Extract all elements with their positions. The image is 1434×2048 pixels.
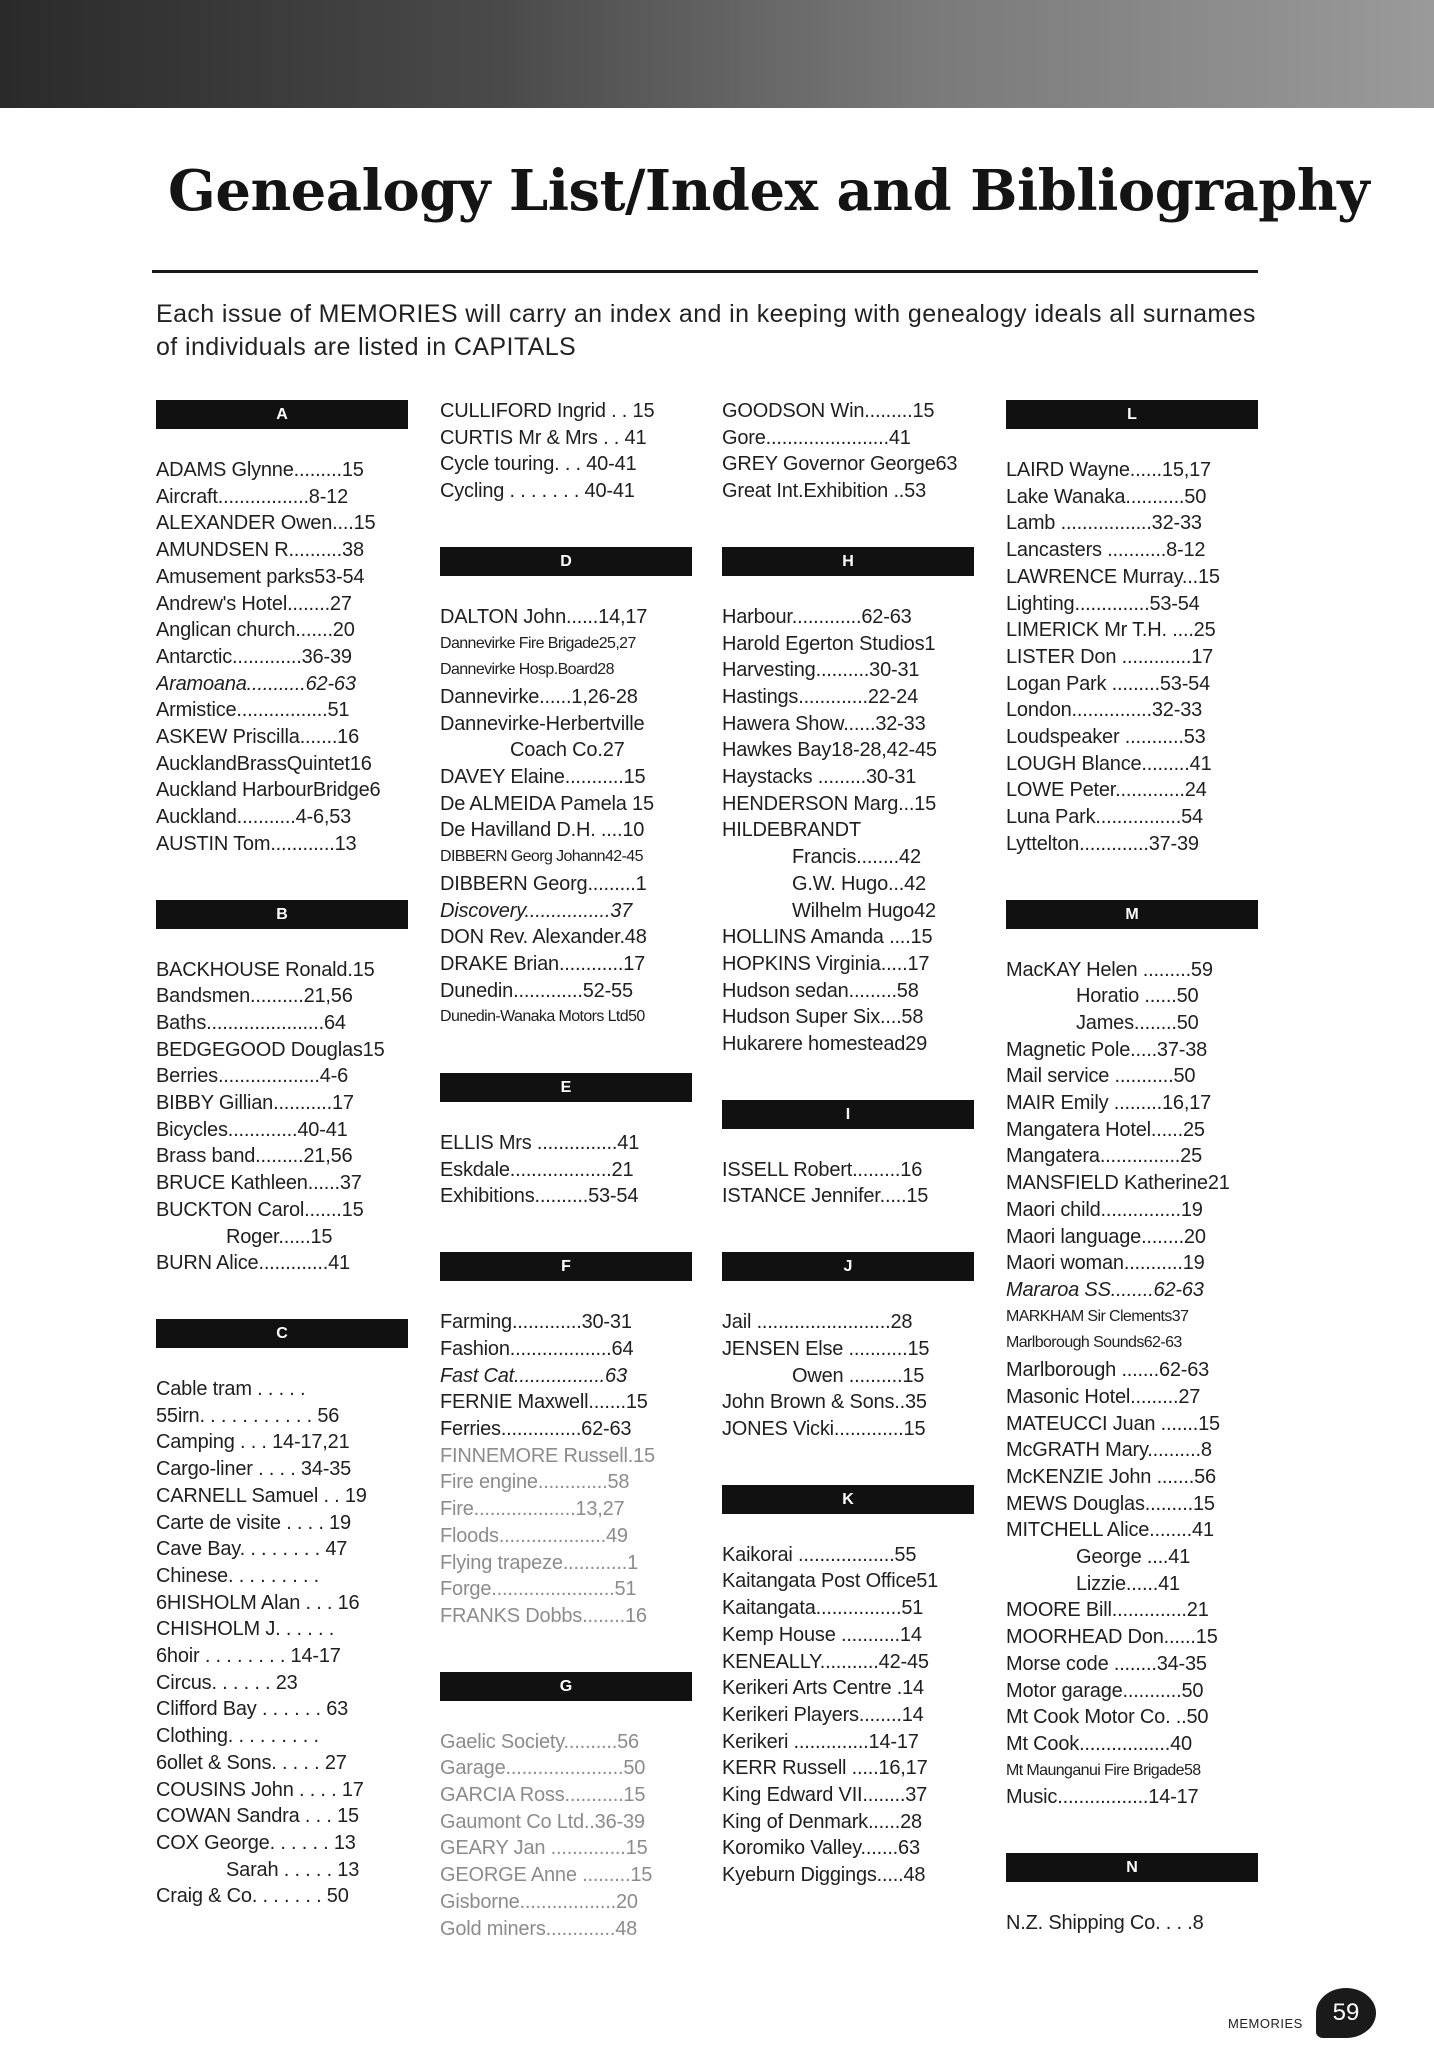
section-header-j: J <box>722 1252 974 1281</box>
index-entry: Mt Cook.................40 <box>1006 1732 1192 1755</box>
index-entry: Gaelic Society..........56 <box>440 1730 639 1753</box>
index-entry: CULLIFORD Ingrid . . 15 <box>440 400 655 422</box>
footer-magazine-label: MEMORIES <box>1228 2016 1303 2031</box>
header-gap <box>722 1129 974 1157</box>
index-entry: Cable tram . . . . . <box>156 1377 306 1400</box>
index-entry: Bandsmen..........21,56 <box>156 985 353 1008</box>
index-entry: Koromiko Valley.......63 <box>722 1837 920 1860</box>
index-entry: AucklandBrassQuintet16 <box>156 752 372 775</box>
section-gap <box>1006 1811 1258 1851</box>
index-entry: Harold Egerton Studios1 <box>722 632 936 655</box>
index-column-3 <box>722 398 974 1889</box>
index-entry: Harvesting..........30-31 <box>722 659 920 682</box>
index-entry: Gore.......................41 <box>722 426 911 449</box>
index-entry: Wilhelm Hugo42 <box>792 899 936 922</box>
index-entry: HILDEBRANDT <box>722 819 861 842</box>
index-entry: Hudson sedan.........58 <box>722 979 919 1002</box>
index-entry: Morse code ........34-35 <box>1006 1652 1207 1675</box>
index-entry: Logan Park .........53-54 <box>1006 672 1211 695</box>
index-entry: BURN Alice.............41 <box>156 1252 350 1275</box>
section-header-b: B <box>156 900 408 929</box>
section-header-d: D <box>440 547 692 576</box>
index-entry: Fast Cat.................63 <box>440 1364 627 1387</box>
page-title: Genealogy List/Index and Bibliography <box>168 158 1370 224</box>
index-entry: GOODSON Win.........15 <box>722 400 935 422</box>
index-entry: Hawkes Bay18-28,42-45 <box>722 739 937 762</box>
index-entry: Mangatera...............25 <box>1006 1145 1203 1168</box>
index-entry: MEWS Douglas.........15 <box>1006 1492 1215 1515</box>
section-gap <box>156 858 408 898</box>
section-gap <box>722 1058 974 1098</box>
header-gap <box>156 1348 408 1376</box>
index-entry: DIBBERN Georg Johann42-45 <box>440 848 643 866</box>
header-gap <box>722 1281 974 1309</box>
index-entry: JENSEN Else ...........15 <box>722 1337 930 1360</box>
index-entry: Baths......................64 <box>156 1011 346 1034</box>
header-gap <box>440 1281 692 1309</box>
index-entry: Cave Bay. . . . . . . . 47 <box>156 1538 348 1561</box>
index-entry: Armistice.................51 <box>156 699 350 722</box>
header-gap <box>440 1701 692 1729</box>
index-entry: CARNELL Samuel . . 19 <box>156 1484 367 1507</box>
index-entry: Maori woman...........19 <box>1006 1252 1205 1275</box>
index-entry: Cargo-liner . . . . 34-35 <box>156 1458 352 1481</box>
index-entry: Farming.............30-31 <box>440 1311 632 1334</box>
index-entry: KENEALLY...........42-45 <box>722 1650 929 1673</box>
index-entry: Gisborne..................20 <box>440 1890 638 1913</box>
index-entry: Francis........42 <box>792 846 921 869</box>
index-entry: Camping . . . 14-17,21 <box>156 1431 350 1454</box>
index-entry: Auckland HarbourBridge6 <box>156 779 381 802</box>
section-header-h: H <box>722 547 974 576</box>
index-entry: CHISHOLM J. . . . . . <box>156 1618 335 1641</box>
index-entry: Lancasters ...........8-12 <box>1006 539 1206 562</box>
index-entry: 55irn. . . . . . . . . . . 56 <box>156 1404 340 1427</box>
index-entry: MARKHAM Sir Clements37 <box>1006 1307 1189 1325</box>
index-entry: Mangatera Hotel......25 <box>1006 1118 1205 1141</box>
index-entry: Lyttelton.............37-39 <box>1006 832 1199 855</box>
index-entry: GEARY Jan ..............15 <box>440 1837 648 1860</box>
section-gap <box>440 505 692 545</box>
index-entry: Gold miners.............48 <box>440 1917 638 1940</box>
index-entry: AMUNDSEN R..........38 <box>156 539 364 562</box>
index-entry: COWAN Sandra . . . 15 <box>156 1805 359 1828</box>
index-column-1 <box>156 398 408 1910</box>
index-entry: King of Denmark......28 <box>722 1810 922 1833</box>
header-gap <box>156 929 408 957</box>
index-entry: De ALMEIDA Pamela 15 <box>440 792 654 815</box>
index-entry: Discovery................37 <box>440 899 633 922</box>
section-header-k: K <box>722 1485 974 1514</box>
index-entry: Exhibitions..........53-54 <box>440 1185 639 1208</box>
index-entry: Kerikeri ..............14-17 <box>722 1730 919 1753</box>
index-entry: Berries...................4-6 <box>156 1065 349 1088</box>
index-entry: LOWE Peter.............24 <box>1006 779 1207 802</box>
index-entry: Circus. . . . . . 23 <box>156 1671 298 1694</box>
index-entry: Kerikeri Arts Centre .14 <box>722 1677 924 1700</box>
index-entry: LAIRD Wayne......15,17 <box>1006 459 1211 481</box>
index-entry: Fashion...................64 <box>440 1337 634 1360</box>
section-header-m: M <box>1006 900 1258 929</box>
index-entry: N.Z. Shipping Co. . . .8 <box>1006 1912 1204 1935</box>
index-entry: Forge.......................51 <box>440 1578 637 1601</box>
index-entry: Garage......................50 <box>440 1757 646 1780</box>
index-entry: COUSINS John . . . . 17 <box>156 1778 364 1801</box>
header-gap <box>440 1102 692 1130</box>
index-entry: BUCKTON Carol.......15 <box>156 1198 364 1221</box>
index-entry: Owen ..........15 <box>792 1364 925 1387</box>
index-entry: Dunedin.............52-55 <box>440 979 633 1002</box>
index-entry: King Edward VII........37 <box>722 1784 928 1807</box>
index-entry: Marlborough .......62-63 <box>1006 1359 1210 1382</box>
header-gap <box>1006 1882 1258 1910</box>
section-header-g: G <box>440 1672 692 1701</box>
index-entry: Marlborough Sounds62-63 <box>1006 1334 1182 1352</box>
header-gap <box>440 576 692 604</box>
section-gap <box>156 1277 408 1317</box>
index-entry: HOPKINS Virginia.....17 <box>722 952 930 975</box>
index-entry: Maori child...............19 <box>1006 1198 1203 1221</box>
index-entry: Cycling . . . . . . . 40-41 <box>440 480 635 503</box>
index-entry: Mt Cook Motor Co. ..50 <box>1006 1706 1209 1729</box>
section-gap <box>440 1630 692 1670</box>
index-entry: Auckland...........4-6,53 <box>156 806 352 829</box>
index-entry: Magnetic Pole.....37-38 <box>1006 1038 1208 1061</box>
index-entry: Brass band.........21,56 <box>156 1145 353 1168</box>
index-entry: MITCHELL Alice........41 <box>1006 1519 1214 1542</box>
header-gap <box>1006 929 1258 957</box>
index-entry: Sarah . . . . . 13 <box>226 1858 360 1881</box>
index-entry: Carte de visite . . . . 19 <box>156 1511 351 1534</box>
index-entry: DRAKE Brian............17 <box>440 952 646 975</box>
index-entry: Floods....................49 <box>440 1524 628 1547</box>
index-entry: FRANKS Dobbs........16 <box>440 1604 647 1627</box>
section-header-a: A <box>156 400 408 429</box>
index-entry: Clifford Bay . . . . . . 63 <box>156 1698 349 1721</box>
index-entry: Kerikeri Players........14 <box>722 1703 924 1726</box>
index-entry: Lamb .................32-33 <box>1006 512 1202 535</box>
index-entry: Chinese. . . . . . . . . <box>156 1564 320 1587</box>
index-entry: Mararoa SS........62-63 <box>1006 1278 1204 1301</box>
index-entry: Haystacks .........30-31 <box>722 766 917 789</box>
index-entry: James........50 <box>1076 1011 1199 1034</box>
index-entry: Bicycles.............40-41 <box>156 1118 348 1141</box>
index-entry: DON Rev. Alexander.48 <box>440 926 647 949</box>
index-entry: 6hoir . . . . . . . . 14-17 <box>156 1645 341 1668</box>
index-column-4 <box>1006 398 1258 1937</box>
section-header-e: E <box>440 1073 692 1102</box>
index-entry: BRUCE Kathleen......37 <box>156 1172 362 1195</box>
index-entry: BIBBY Gillian...........17 <box>156 1092 354 1115</box>
header-gap <box>1006 429 1258 457</box>
index-entry: Coach Co.27 <box>510 739 625 762</box>
index-entry: MAIR Emily .........16,17 <box>1006 1092 1212 1115</box>
index-entry: HENDERSON Marg...15 <box>722 792 937 815</box>
index-entry: Amusement parks53-54 <box>156 565 365 588</box>
index-entry: ISSELL Robert.........16 <box>722 1158 923 1181</box>
index-entry: Cycle touring. . . 40-41 <box>440 453 637 476</box>
index-entry: Dannevirke Hosp.Board28 <box>440 661 614 679</box>
index-entry: Kaikorai ..................55 <box>722 1543 917 1566</box>
index-entry: FERNIE Maxwell.......15 <box>440 1391 648 1414</box>
index-entry: Fire...................13,27 <box>440 1498 625 1521</box>
index-entry: HOLLINS Amanda ....15 <box>722 926 933 949</box>
index-entry: CURTIS Mr & Mrs . . 41 <box>440 426 647 449</box>
header-gap <box>156 429 408 457</box>
index-entry: Roger......15 <box>226 1225 333 1248</box>
section-gap <box>722 1443 974 1483</box>
index-entry: Dannevirke......1,26-28 <box>440 685 638 708</box>
index-entry: Kyeburn Diggings.....48 <box>722 1864 926 1887</box>
index-entry: LIMERICK Mr T.H. ....25 <box>1006 619 1216 642</box>
index-entry: Flying trapeze............1 <box>440 1551 639 1574</box>
section-header-f: F <box>440 1252 692 1281</box>
index-entry: Music.................14-17 <box>1006 1786 1199 1809</box>
index-entry: MOORHEAD Don......15 <box>1006 1626 1218 1649</box>
index-entry: McKENZIE John .......56 <box>1006 1465 1216 1488</box>
index-entry: Aramoana...........62-63 <box>156 672 356 695</box>
index-entry: Horatio ......50 <box>1076 985 1199 1008</box>
index-entry: Anglican church.......20 <box>156 619 355 642</box>
index-entry: FINNEMORE Russell.15 <box>440 1444 655 1467</box>
index-entry: MOORE Bill..............21 <box>1006 1599 1209 1622</box>
index-entry: LOUGH Blance.........41 <box>1006 752 1212 775</box>
index-entry: Ferries...............62-63 <box>440 1417 632 1440</box>
section-header-l: L <box>1006 400 1258 429</box>
index-entry: John Brown & Sons..35 <box>722 1391 927 1414</box>
section-gap <box>440 1210 692 1250</box>
header-gap <box>722 1514 974 1542</box>
index-entry: George ....41 <box>1076 1546 1191 1569</box>
index-entry: Dannevirke-Herbertville <box>440 712 645 735</box>
section-header-c: C <box>156 1319 408 1348</box>
index-entry: Antarctic.............36-39 <box>156 645 352 668</box>
index-entry: DAVEY Elaine...........15 <box>440 766 646 789</box>
index-entry: Hukarere homestead29 <box>722 1033 928 1056</box>
index-entry: Kaitangata................51 <box>722 1597 924 1620</box>
index-entry: Fire engine.............58 <box>440 1471 630 1494</box>
section-gap <box>1006 858 1258 898</box>
index-entry: Great Int.Exhibition ..53 <box>722 480 927 503</box>
index-entry: Mail service ...........50 <box>1006 1065 1196 1088</box>
index-entry: Mt Maunganui Fire Brigade58 <box>1006 1761 1201 1779</box>
index-entry: Lizzie......41 <box>1076 1572 1180 1595</box>
intro-text: Each issue of MEMORIES will carry an index and in keeping with genealogy ideals all surnames of individuals are listed in CAPITALS <box>156 300 1256 361</box>
index-entry: DIBBERN Georg.........1 <box>440 872 647 895</box>
index-entry: GARCIA Ross...........15 <box>440 1784 646 1807</box>
index-entry: Gaumont Co Ltd..36-39 <box>440 1810 645 1833</box>
index-entry: ASKEW Priscilla.......16 <box>156 726 360 749</box>
index-entry: Andrew's Hotel........27 <box>156 592 352 615</box>
index-entry: Motor garage...........50 <box>1006 1679 1204 1702</box>
section-header-i: I <box>722 1100 974 1129</box>
index-entry: LISTER Don .............17 <box>1006 645 1214 668</box>
index-entry: De Havilland D.H. ....10 <box>440 819 645 842</box>
index-entry: Clothing. . . . . . . . . <box>156 1725 319 1748</box>
index-entry: Lake Wanaka...........50 <box>1006 485 1207 508</box>
index-entry: ELLIS Mrs ...............41 <box>440 1132 640 1155</box>
index-entry: GEORGE Anne .........15 <box>440 1864 653 1887</box>
index-entry: London...............32-33 <box>1006 699 1203 722</box>
index-entry: MATEUCCI Juan .......15 <box>1006 1412 1220 1435</box>
section-gap <box>722 505 974 545</box>
index-entry: 6HISHOLM Alan . . . 16 <box>156 1591 360 1614</box>
index-entry: ADAMS Glynne.........15 <box>156 459 364 481</box>
index-entry: Loudspeaker ...........53 <box>1006 726 1206 749</box>
index-entry: AUSTIN Tom............13 <box>156 832 357 855</box>
section-gap <box>440 1031 692 1071</box>
index-entry: 6ollet & Sons. . . . . 27 <box>156 1751 347 1774</box>
index-entry: KERR Russell .....16,17 <box>722 1757 928 1780</box>
index-entry: GREY Governor George63 <box>722 453 958 476</box>
index-entry: Harbour.............62-63 <box>722 605 912 628</box>
section-gap <box>722 1210 974 1250</box>
index-entry: Hawera Show......32-33 <box>722 712 926 735</box>
index-entry: MANSFIELD Katherine21 <box>1006 1172 1230 1195</box>
index-entry: McGRATH Mary..........8 <box>1006 1439 1212 1462</box>
index-entry: COX George. . . . . . 13 <box>156 1831 356 1854</box>
index-entry: MacKAY Helen .........59 <box>1006 958 1213 981</box>
index-entry: G.W. Hugo...42 <box>792 872 926 895</box>
index-entry: Masonic Hotel.........27 <box>1006 1385 1201 1408</box>
top-banner <box>0 0 1434 108</box>
index-entry: Hudson Super Six....58 <box>722 1006 924 1029</box>
index-entry: Dannevirke Fire Brigade25,27 <box>440 634 636 652</box>
index-column-2 <box>440 398 692 1942</box>
index-entry: LAWRENCE Murray...15 <box>1006 565 1220 588</box>
index-entry: Luna Park................54 <box>1006 806 1203 829</box>
title-rule <box>152 270 1258 273</box>
index-entry: Eskdale...................21 <box>440 1158 634 1181</box>
index-entry: ISTANCE Jennifer.....15 <box>722 1185 929 1208</box>
index-entry: JONES Vicki.............15 <box>722 1417 926 1440</box>
index-entry: Maori language........20 <box>1006 1225 1206 1248</box>
index-entry: BEDGEGOOD Douglas15 <box>156 1038 385 1061</box>
page-number-badge: 59 <box>1316 1988 1376 2038</box>
index-entry: Dunedin-Wanaka Motors Ltd50 <box>440 1008 645 1026</box>
index-entry: Aircraft.................8-12 <box>156 485 349 508</box>
index-entry: ALEXANDER Owen....15 <box>156 512 376 535</box>
index-entry: Hastings.............22-24 <box>722 685 919 708</box>
index-entry: Kemp House ...........14 <box>722 1623 922 1646</box>
index-entry: Craig & Co. . . . . . . 50 <box>156 1885 349 1908</box>
index-entry: BACKHOUSE Ronald.15 <box>156 958 375 981</box>
section-header-n: N <box>1006 1853 1258 1882</box>
index-entry: Jail .........................28 <box>722 1311 913 1334</box>
index-entry: Lighting..............53-54 <box>1006 592 1200 615</box>
index-entry: Kaitangata Post Office51 <box>722 1570 939 1593</box>
header-gap <box>722 576 974 604</box>
index-entry: DALTON John......14,17 <box>440 605 648 628</box>
